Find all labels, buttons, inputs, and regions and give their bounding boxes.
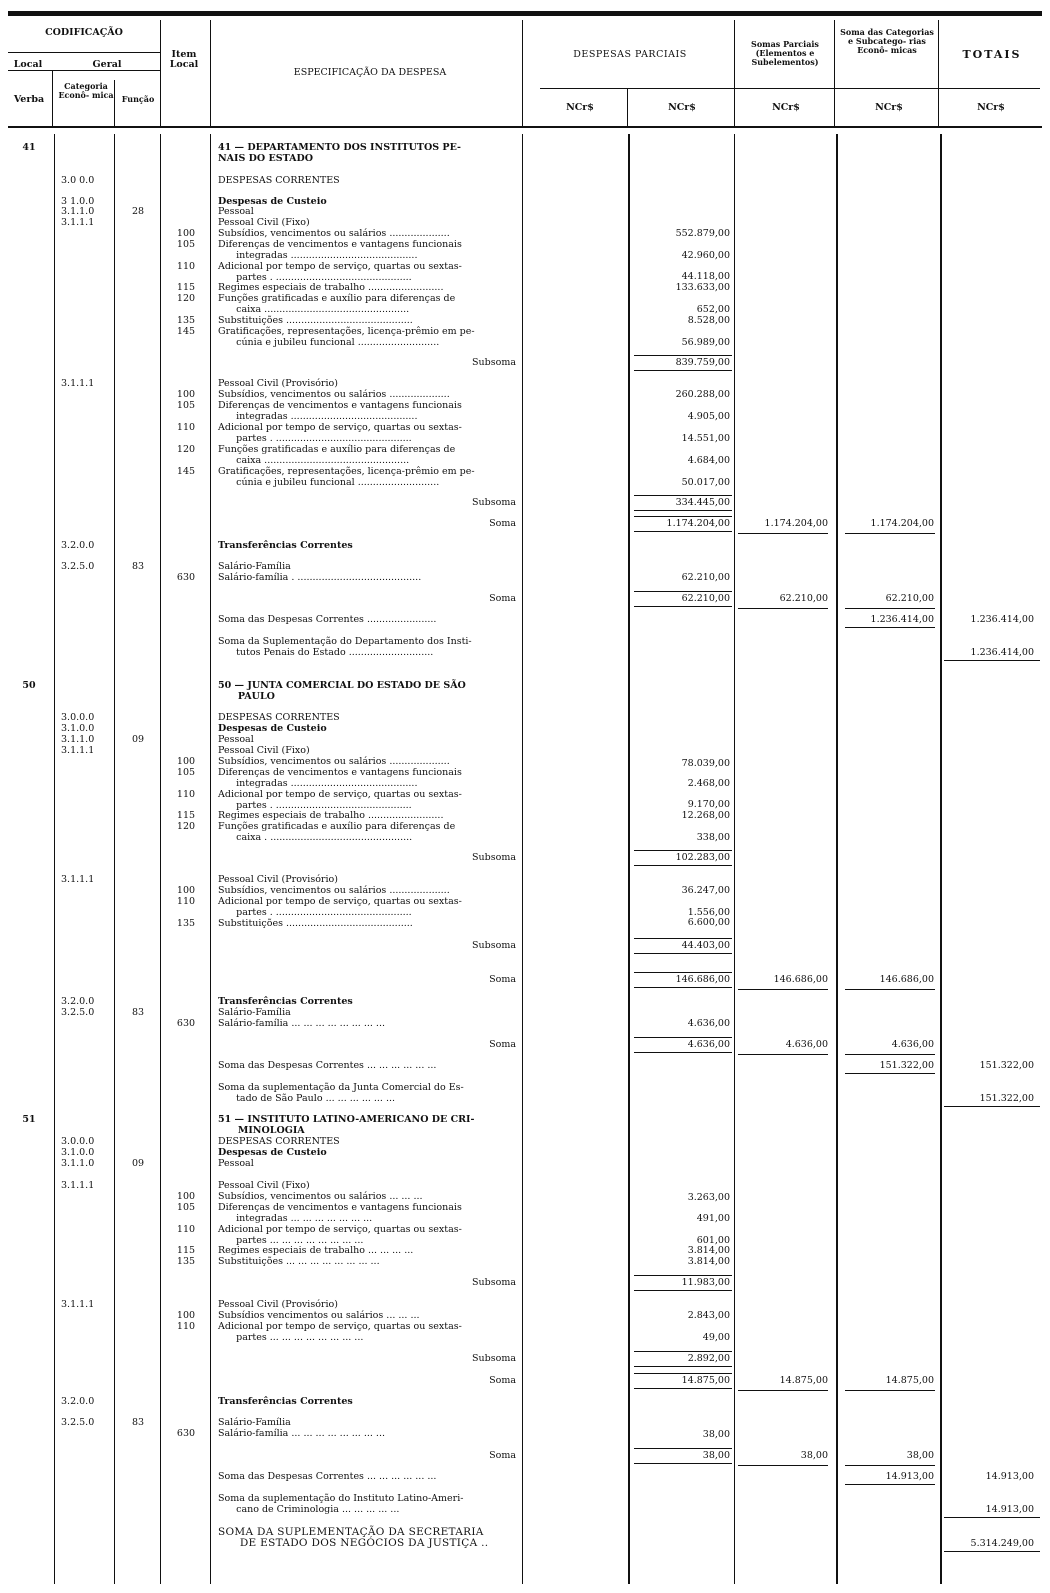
despesa-parcial-value: 260.288,00 bbox=[675, 389, 730, 400]
item-code: 115 bbox=[176, 282, 196, 293]
description: Diferenças de vencimentos e vantagens funcionais integradas ... ... ... ... ... ... ... bbox=[218, 1202, 462, 1224]
soma-parcial-value: 62.210,00 bbox=[779, 593, 828, 604]
col-rule bbox=[114, 134, 115, 1584]
despesa-parcial-value: 4.636,00 bbox=[687, 1018, 730, 1029]
sum-rule bbox=[634, 495, 732, 496]
description: Funções gratificadas e auxílio para diferenças de caixa ................................................ bbox=[218, 444, 456, 466]
description: DESPESAS CORRENTES bbox=[218, 175, 340, 186]
funcao-code: 83 bbox=[131, 1417, 145, 1428]
description: Pessoal bbox=[218, 734, 254, 745]
soma-parcial-value: 4.636,00 bbox=[785, 1039, 828, 1050]
header-bottom-rule bbox=[8, 126, 1042, 128]
description: Pessoal Civil (Fixo) bbox=[218, 1180, 310, 1191]
item-code: 630 bbox=[176, 1428, 196, 1439]
description: DESPESAS CORRENTES bbox=[218, 712, 340, 723]
description: Adicional por tempo de serviço, quartas ou sextas- partes ... ... ... ... ... ... ... ... bbox=[218, 1321, 462, 1343]
despesa-parcial-value: 2.843,00 bbox=[687, 1310, 730, 1321]
despesa-parcial-value: 44.403,00 bbox=[681, 940, 730, 951]
soma-categoria-value: 38,00 bbox=[906, 1450, 934, 1461]
total-value: 151.322,00 bbox=[979, 1060, 1034, 1071]
description: Soma bbox=[489, 593, 516, 604]
categoria-code: 3.1.1.0 bbox=[61, 1158, 95, 1169]
sum-rule bbox=[634, 1052, 732, 1053]
description: Subsoma bbox=[472, 357, 516, 368]
description: Soma das Despesas Correntes ... ... ... ... ... ... bbox=[218, 1471, 437, 1482]
soma-parcial-value: 1.174.204,00 bbox=[764, 518, 828, 529]
description: Soma da suplementação da Junta Comercial do Es- tado de São Paulo ... ... ... ... ... ... bbox=[218, 1082, 464, 1104]
despesa-parcial-value: 36.247,00 bbox=[681, 885, 730, 896]
despesa-parcial-value: 1.556,00 bbox=[687, 907, 730, 918]
rule bbox=[8, 70, 160, 71]
item-code: 100 bbox=[176, 885, 196, 896]
header-despesas-parciais: DESPESAS PARCIAIS bbox=[573, 49, 687, 60]
despesa-parcial-value: 49,00 bbox=[702, 1332, 730, 1343]
sum-rule bbox=[845, 989, 935, 990]
despesa-parcial-value: 1.174.204,00 bbox=[666, 518, 730, 529]
description: Soma bbox=[489, 518, 516, 529]
funcao-code: 09 bbox=[131, 734, 145, 745]
header-totais: TOTAIS bbox=[962, 48, 1022, 61]
despesa-parcial-value: 11.983,00 bbox=[681, 1277, 730, 1288]
categoria-code: 3.0 0.0 bbox=[61, 175, 95, 186]
sum-rule bbox=[738, 608, 828, 609]
description: Substituições ... ... ... ... ... ... ... ... bbox=[218, 1256, 380, 1267]
verba-code: 51 bbox=[22, 1114, 36, 1125]
funcao-code: 09 bbox=[131, 1158, 145, 1169]
col-rule bbox=[938, 20, 939, 128]
item-code: 105 bbox=[176, 1202, 196, 1213]
description: Salário-família ... ... ... ... ... ... ... ... bbox=[218, 1018, 385, 1029]
description: Despesas de Custeio bbox=[218, 1147, 327, 1158]
sum-rule bbox=[738, 989, 828, 990]
description: Subsídios vencimentos ou salários ... ... ... bbox=[218, 1310, 420, 1321]
despesa-parcial-value: 14.875,00 bbox=[681, 1375, 730, 1386]
sum-rule bbox=[634, 606, 732, 607]
categoria-code: 3.1.0.0 bbox=[61, 1147, 95, 1158]
header-local: Local bbox=[13, 59, 43, 70]
description: Subsoma bbox=[472, 1277, 516, 1288]
description: Salário-Família bbox=[218, 1007, 291, 1018]
sum-rule bbox=[634, 510, 732, 511]
sum-rule bbox=[634, 1290, 732, 1291]
item-code: 630 bbox=[176, 1018, 196, 1029]
description: Transferências Correntes bbox=[218, 540, 353, 551]
item-code: 105 bbox=[176, 239, 196, 250]
description: Regimes especiais de trabalho ......................... bbox=[218, 810, 444, 821]
col-rule bbox=[160, 20, 161, 128]
soma-categoria-value: 14.913,00 bbox=[885, 1471, 934, 1482]
verba-code: 50 bbox=[22, 680, 36, 691]
sum-rule bbox=[634, 972, 732, 973]
description: Transferências Correntes bbox=[218, 996, 353, 1007]
description: Diferenças de vencimentos e vantagens funcionais integradas .......................................... bbox=[218, 400, 462, 422]
description: Subsídios, vencimentos ou salários .................... bbox=[218, 885, 450, 896]
sum-rule bbox=[738, 1054, 828, 1055]
col-rule bbox=[210, 134, 211, 1584]
sum-rule bbox=[944, 660, 1040, 661]
funcao-code: 83 bbox=[131, 561, 145, 572]
despesa-parcial-value: 2.892,00 bbox=[687, 1353, 730, 1364]
despesa-parcial-value: 4.905,00 bbox=[687, 411, 730, 422]
description: Adicional por tempo de serviço, quartas ou sextas- partes . ............................................. bbox=[218, 422, 462, 444]
sum-rule bbox=[944, 1551, 1040, 1552]
sum-rule bbox=[634, 591, 732, 592]
item-code: 105 bbox=[176, 767, 196, 778]
item-code: 110 bbox=[176, 896, 196, 907]
description: Subsídios, vencimentos ou salários .................... bbox=[218, 756, 450, 767]
sum-rule bbox=[634, 1388, 732, 1389]
categoria-code: 3.1.1.1 bbox=[61, 217, 95, 228]
description: Adicional por tempo de serviço, quartas ou sextas- partes . ............................................. bbox=[218, 789, 462, 811]
sum-rule bbox=[634, 865, 732, 866]
sum-rule bbox=[738, 533, 828, 534]
item-code: 120 bbox=[176, 293, 196, 304]
description: Pessoal Civil (Fixo) bbox=[218, 745, 310, 756]
item-code: 110 bbox=[176, 261, 196, 272]
soma-categoria-value: 1.174.204,00 bbox=[870, 518, 934, 529]
despesa-parcial-value: 146.686,00 bbox=[675, 974, 730, 985]
categoria-code: 3.1.0.0 bbox=[61, 723, 95, 734]
categoria-code: 3.1.1.1 bbox=[61, 378, 95, 389]
item-code: 110 bbox=[176, 1224, 196, 1235]
description: Regimes especiais de trabalho ... ... ... ... bbox=[218, 1245, 414, 1256]
despesa-parcial-value: 12.268,00 bbox=[681, 810, 730, 821]
rule bbox=[540, 88, 1040, 89]
header-funcao: Função bbox=[121, 94, 155, 104]
item-code: 110 bbox=[176, 789, 196, 800]
description: Regimes especiais de trabalho ......................... bbox=[218, 282, 444, 293]
item-code: 115 bbox=[176, 1245, 196, 1256]
description: Transferências Correntes bbox=[218, 1396, 353, 1407]
description: Soma das Despesas Correntes ... ... ... ... ... ... bbox=[218, 1060, 437, 1071]
despesa-parcial-value: 44.118,00 bbox=[681, 271, 730, 282]
col-rule bbox=[834, 20, 835, 128]
col-rule bbox=[627, 88, 628, 128]
item-code: 145 bbox=[176, 326, 196, 337]
header-geral: Geral bbox=[92, 59, 122, 70]
description: Subsoma bbox=[472, 1353, 516, 1364]
categoria-code: 3.2.0.0 bbox=[61, 1396, 95, 1407]
currency-cat: NCr$ bbox=[875, 102, 903, 113]
description: Adicional por tempo de serviço, quartas ou sextas- partes . ............................................. bbox=[218, 896, 462, 918]
categoria-code: 3.2.0.0 bbox=[61, 996, 95, 1007]
description: Salário-família . ......................................... bbox=[218, 572, 422, 583]
categoria-code: 3.1.1.0 bbox=[61, 206, 95, 217]
sum-rule bbox=[845, 1484, 935, 1485]
total-value: 14.913,00 bbox=[985, 1471, 1034, 1482]
total-value: 1.236.414,00 bbox=[970, 614, 1034, 625]
col-rule bbox=[734, 20, 735, 128]
currency-totais: NCr$ bbox=[977, 102, 1005, 113]
total-value: 5.314.249,00 bbox=[970, 1538, 1034, 1549]
description: Subsoma bbox=[472, 852, 516, 863]
soma-parcial-value: 14.875,00 bbox=[779, 1375, 828, 1386]
despesa-parcial-value: 42.960,00 bbox=[681, 250, 730, 261]
categoria-code: 3.2.5.0 bbox=[61, 1417, 95, 1428]
description: 41 — DEPARTAMENTO DOS INSTITUTOS PE- NAIS DO ESTADO bbox=[218, 142, 461, 164]
sum-rule bbox=[634, 938, 732, 939]
sum-rule bbox=[944, 1517, 1040, 1518]
categoria-code: 3.2.0.0 bbox=[61, 540, 95, 551]
col-rule bbox=[160, 134, 161, 1584]
despesa-parcial-value: 56.989,00 bbox=[681, 337, 730, 348]
description: Gratificações, representações, licença-prêmio em pe- cúnia e jubileu funcional ........................... bbox=[218, 466, 475, 488]
description: Salário-Família bbox=[218, 1417, 291, 1428]
sum-rule bbox=[845, 627, 935, 628]
despesa-parcial-value: 133.633,00 bbox=[675, 282, 730, 293]
item-code: 100 bbox=[176, 389, 196, 400]
despesa-parcial-value: 6.600,00 bbox=[687, 917, 730, 928]
soma-categoria-value: 4.636,00 bbox=[891, 1039, 934, 1050]
despesa-parcial-value: 601,00 bbox=[696, 1235, 730, 1246]
despesa-parcial-value: 3.263,00 bbox=[687, 1192, 730, 1203]
sum-rule bbox=[944, 1106, 1040, 1107]
sum-rule bbox=[634, 370, 732, 371]
currency-parc-b: NCr$ bbox=[668, 102, 696, 113]
sum-rule bbox=[634, 1351, 732, 1352]
soma-categoria-value: 14.875,00 bbox=[885, 1375, 934, 1386]
categoria-code: 3.2.5.0 bbox=[61, 561, 95, 572]
item-code: 100 bbox=[176, 756, 196, 767]
sum-rule bbox=[738, 1390, 828, 1391]
description: Soma das Despesas Correntes ....................... bbox=[218, 614, 437, 625]
sum-rule bbox=[845, 533, 935, 534]
sum-rule bbox=[634, 953, 732, 954]
categoria-code: 3.1.1.0 bbox=[61, 734, 95, 745]
col-rule bbox=[836, 134, 838, 1584]
item-code: 115 bbox=[176, 810, 196, 821]
verba-code: 41 bbox=[22, 142, 36, 153]
item-code: 120 bbox=[176, 444, 196, 455]
despesa-parcial-value: 552.879,00 bbox=[675, 228, 730, 239]
soma-parcial-value: 38,00 bbox=[800, 1450, 828, 1461]
description: 50 — JUNTA COMERCIAL DO ESTADO DE SÃO PAULO bbox=[218, 680, 466, 702]
categoria-code: 3.1.1.1 bbox=[61, 874, 95, 885]
description: Diferenças de vencimentos e vantagens funcionais integradas .......................................... bbox=[218, 767, 462, 789]
categoria-code: 3 1.0.0 bbox=[61, 196, 95, 207]
sum-rule bbox=[845, 1054, 935, 1055]
currency-parc-a: NCr$ bbox=[566, 102, 594, 113]
despesa-parcial-value: 4.684,00 bbox=[687, 455, 730, 466]
sum-rule bbox=[845, 608, 935, 609]
total-value: 14.913,00 bbox=[985, 1504, 1034, 1515]
despesa-parcial-value: 62.210,00 bbox=[681, 593, 730, 604]
description: Adicional por tempo de serviço, quartas ou sextas- partes ... ... ... ... ... ... ... ... bbox=[218, 1224, 462, 1246]
categoria-code: 3.1.1.1 bbox=[61, 1180, 95, 1191]
sum-rule bbox=[634, 1448, 732, 1449]
despesa-parcial-value: 9.170,00 bbox=[687, 799, 730, 810]
despesa-parcial-value: 839.759,00 bbox=[675, 357, 730, 368]
sum-rule bbox=[634, 1275, 732, 1276]
description: Subsídios, vencimentos ou salários ... ... ... bbox=[218, 1191, 423, 1202]
currency-somas: NCr$ bbox=[772, 102, 800, 113]
description: Substituições .......................................... bbox=[218, 918, 413, 929]
col-rule bbox=[940, 134, 942, 1584]
description: Gratificações, representações, licença-prêmio em pe- cúnia e jubileu funcional ........................... bbox=[218, 326, 475, 348]
description: Despesas de Custeio bbox=[218, 723, 327, 734]
soma-categoria-value: 1.236.414,00 bbox=[870, 614, 934, 625]
col-rule bbox=[522, 134, 523, 1584]
description: Soma bbox=[489, 1450, 516, 1461]
sum-rule bbox=[634, 516, 732, 517]
sum-rule bbox=[634, 850, 732, 851]
description: Soma bbox=[489, 1039, 516, 1050]
description: Funções gratificadas e auxílio para diferenças de caixa . ............................................... bbox=[218, 821, 456, 843]
despesa-parcial-value: 8.528,00 bbox=[687, 315, 730, 326]
item-code: 105 bbox=[176, 400, 196, 411]
despesa-parcial-value: 4.636,00 bbox=[687, 1039, 730, 1050]
item-code: 145 bbox=[176, 466, 196, 477]
despesa-parcial-value: 50.017,00 bbox=[681, 477, 730, 488]
top-rule bbox=[8, 11, 1042, 16]
item-code: 630 bbox=[176, 572, 196, 583]
header-especificacao: ESPECIFICAÇÃO DA DESPESA bbox=[293, 67, 447, 78]
funcao-code: 28 bbox=[131, 206, 145, 217]
header-somas-parciais: Somas Parciais (Elementos e Subelementos) bbox=[751, 39, 819, 67]
funcao-code: 83 bbox=[131, 1007, 145, 1018]
categoria-code: 3.1.1.1 bbox=[61, 1299, 95, 1310]
description: Subsoma bbox=[472, 497, 516, 508]
header-codificacao: CODIFICAÇÃO bbox=[45, 27, 123, 38]
sum-rule bbox=[845, 1073, 935, 1074]
col-rule bbox=[54, 134, 55, 1584]
item-code: 100 bbox=[176, 1191, 196, 1202]
soma-categoria-value: 146.686,00 bbox=[879, 974, 934, 985]
sum-rule bbox=[634, 1037, 732, 1038]
despesa-parcial-value: 338,00 bbox=[696, 832, 730, 843]
sum-rule bbox=[634, 355, 732, 356]
despesa-parcial-value: 3.814,00 bbox=[687, 1256, 730, 1267]
col-rule bbox=[734, 134, 735, 1584]
header-item-local: Item Local bbox=[169, 49, 199, 70]
sum-rule bbox=[845, 1390, 935, 1391]
description: Pessoal bbox=[218, 206, 254, 217]
sum-rule bbox=[738, 1465, 828, 1466]
despesa-parcial-value: 62.210,00 bbox=[681, 572, 730, 583]
despesa-parcial-value: 38,00 bbox=[702, 1450, 730, 1461]
col-rule bbox=[114, 80, 115, 128]
description: Subsídios, vencimentos ou salários .................... bbox=[218, 228, 450, 239]
description: Pessoal bbox=[218, 1158, 254, 1169]
categoria-code: 3.1.1.1 bbox=[61, 745, 95, 756]
description: Pessoal Civil (Provisório) bbox=[218, 378, 338, 389]
description: Soma bbox=[489, 1375, 516, 1386]
description: Pessoal Civil (Provisório) bbox=[218, 1299, 338, 1310]
soma-categoria-value: 151.322,00 bbox=[879, 1060, 934, 1071]
col-rule bbox=[210, 20, 211, 128]
description: DESPESAS CORRENTES bbox=[218, 1136, 340, 1147]
sum-rule bbox=[634, 1463, 732, 1464]
item-code: 110 bbox=[176, 422, 196, 433]
item-code: 135 bbox=[176, 315, 196, 326]
item-code: 110 bbox=[176, 1321, 196, 1332]
description: Funções gratificadas e auxílio para diferenças de caixa ................................................ bbox=[218, 293, 456, 315]
item-code: 135 bbox=[176, 1256, 196, 1267]
sum-rule bbox=[634, 987, 732, 988]
item-code: 120 bbox=[176, 821, 196, 832]
despesa-parcial-value: 102.283,00 bbox=[675, 852, 730, 863]
sum-rule bbox=[634, 531, 732, 532]
item-code: 135 bbox=[176, 918, 196, 929]
total-value: 1.236.414,00 bbox=[970, 647, 1034, 658]
despesa-parcial-value: 652,00 bbox=[696, 304, 730, 315]
rule bbox=[8, 52, 160, 53]
categoria-code: 3.0.0.0 bbox=[61, 712, 95, 723]
description: Despesas de Custeio bbox=[218, 196, 327, 207]
header-verba: Verba bbox=[13, 94, 45, 105]
despesa-parcial-value: 38,00 bbox=[702, 1429, 730, 1440]
categoria-code: 3.2.5.0 bbox=[61, 1007, 95, 1018]
description: Soma da Suplementação do Departamento dos Insti- tutos Penais do Estado ............................ bbox=[218, 636, 472, 658]
categoria-code: 3.0.0.0 bbox=[61, 1136, 95, 1147]
despesa-parcial-value: 3.814,00 bbox=[687, 1245, 730, 1256]
description: Salário-família ... ... ... ... ... ... ... ... bbox=[218, 1428, 385, 1439]
total-value: 151.322,00 bbox=[979, 1093, 1034, 1104]
col-rule bbox=[522, 20, 523, 128]
sum-rule bbox=[634, 1366, 732, 1367]
description: Subsoma bbox=[472, 940, 516, 951]
soma-parcial-value: 146.686,00 bbox=[773, 974, 828, 985]
description: Diferenças de vencimentos e vantagens funcionais integradas .......................................... bbox=[218, 239, 462, 261]
description: 51 — INSTITUTO LATINO-AMERICANO DE CRI- MINOLOGIA bbox=[218, 1114, 475, 1136]
description: Substituições .......................................... bbox=[218, 315, 413, 326]
header-soma-categorias: Soma das Categorias e Subcatego- rias Econô- micas bbox=[840, 27, 934, 55]
sum-rule bbox=[845, 1465, 935, 1466]
soma-categoria-value: 62.210,00 bbox=[885, 593, 934, 604]
description: Subsídios, vencimentos ou salários .................... bbox=[218, 389, 450, 400]
sum-rule bbox=[634, 1373, 732, 1374]
description: Pessoal Civil (Provisório) bbox=[218, 874, 338, 885]
header-categoria: Categoria Econô- mica bbox=[58, 81, 114, 100]
despesa-parcial-value: 78.039,00 bbox=[681, 758, 730, 769]
description: Adicional por tempo de serviço, quartas ou sextas- partes . ............................................. bbox=[218, 261, 462, 283]
despesa-parcial-value: 14.551,00 bbox=[681, 433, 730, 444]
item-code: 100 bbox=[176, 1310, 196, 1321]
col-rule bbox=[52, 70, 53, 128]
description: Soma bbox=[489, 974, 516, 985]
description: Soma da suplementação do Instituto Latino-Ameri- cano de Criminologia ... ... ... ... ... bbox=[218, 1493, 464, 1515]
item-code: 100 bbox=[176, 228, 196, 239]
description: Pessoal Civil (Fixo) bbox=[218, 217, 310, 228]
despesa-parcial-value: 491,00 bbox=[696, 1213, 730, 1224]
despesa-parcial-value: 334.445,00 bbox=[675, 497, 730, 508]
despesa-parcial-value: 2.468,00 bbox=[687, 778, 730, 789]
description: SOMA DA SUPLEMENTAÇÃO DA SECRETARIA DE ESTADO DOS NEGÓCIOS DA JUSTIÇA .. bbox=[218, 1526, 489, 1549]
description: Salário-Família bbox=[218, 561, 291, 572]
